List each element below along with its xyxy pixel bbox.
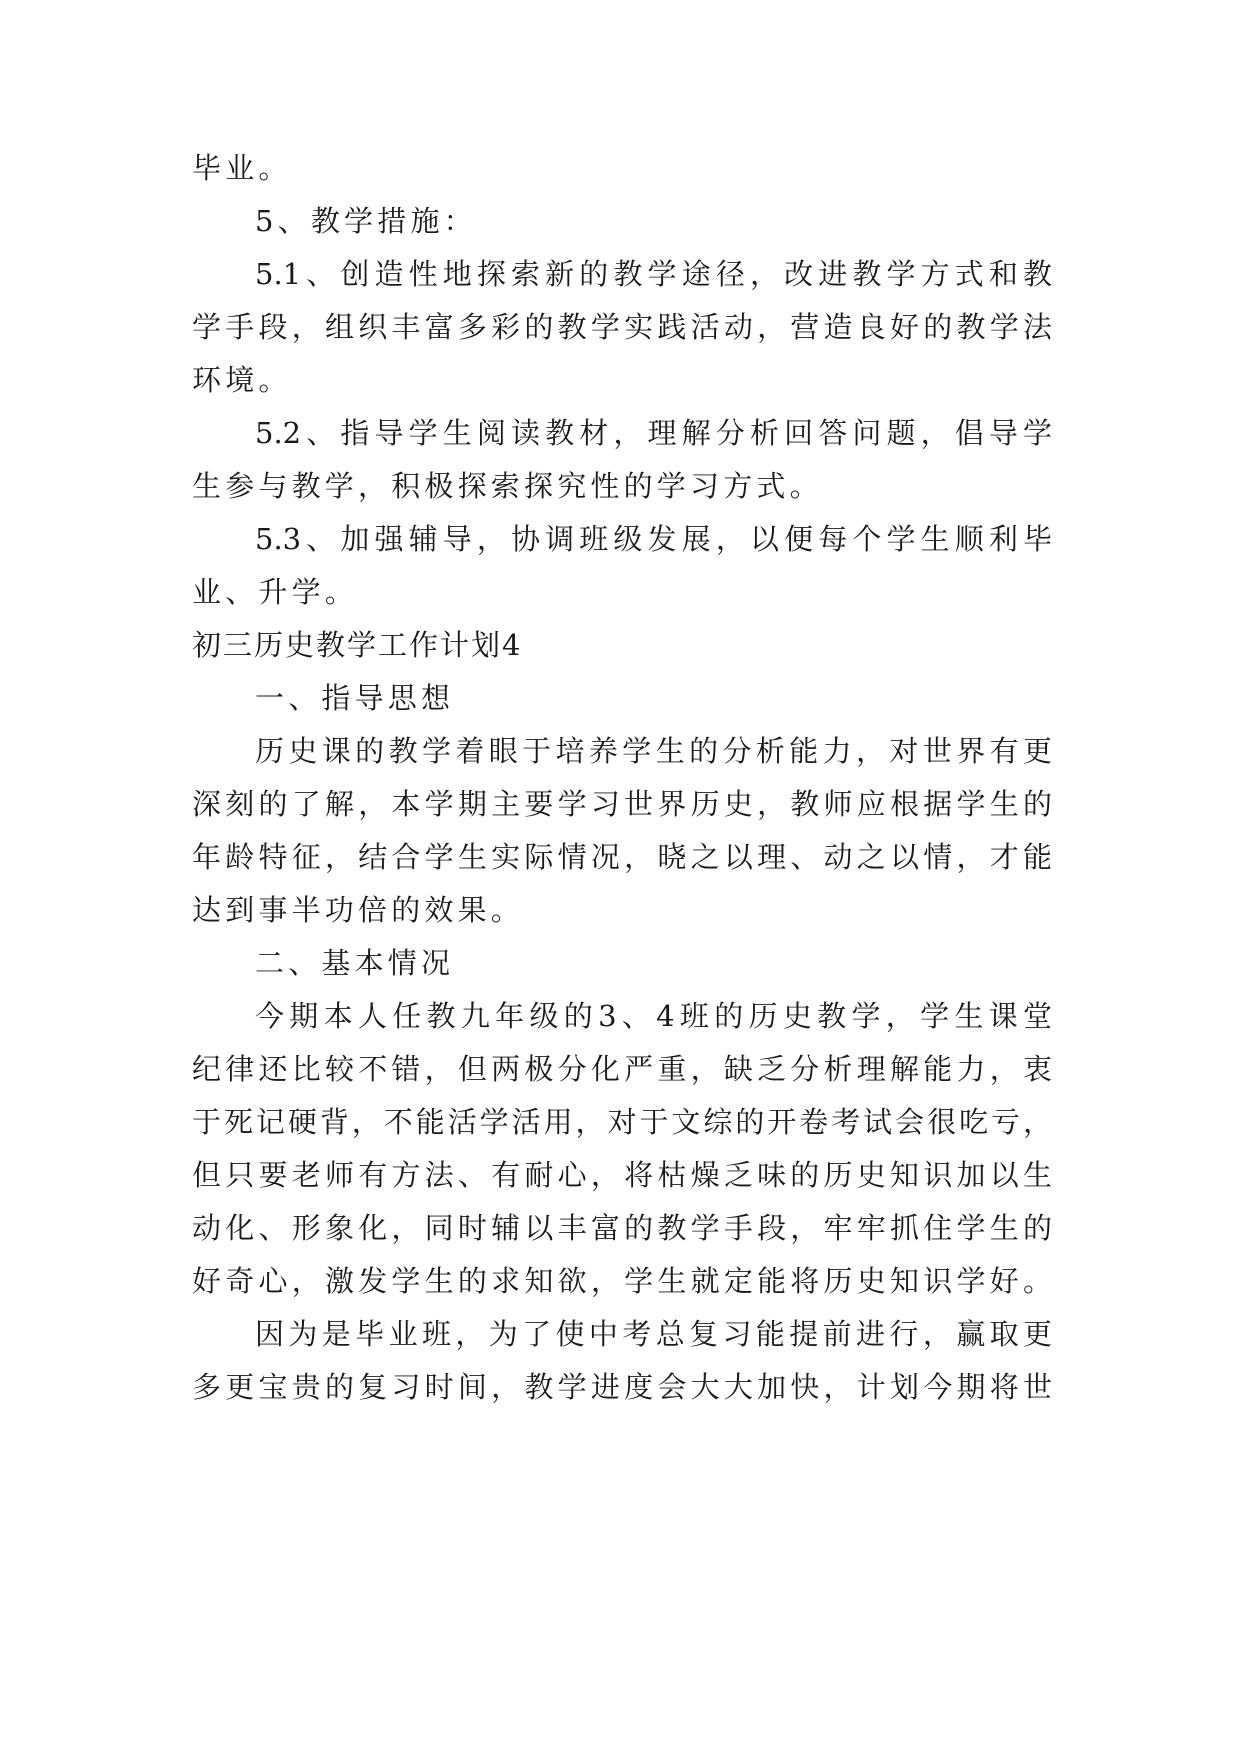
paragraph-line: 今期本人任教九年级的3、4班的历史教学，学生课堂 [255,999,1052,1033]
paragraph-line: 5.1、创造性地探索新的教学途径，改进教学方式和教 [255,257,1052,291]
paragraph-line: 动化、形象化，同时辅以丰富的教学手段，牢牢抓住学生的 [192,1211,1052,1245]
paragraph-line: 深刻的了解，本学期主要学习世界历史，教师应根据学生的 [192,787,1052,821]
paragraph-line: 生参与教学，积极探索探究性的学习方式。 [192,469,823,503]
paragraph-line: 5.3、加强辅导，协调班级发展，以便每个学生顺利毕 [255,522,1052,556]
paragraph-line: 环境。 [192,363,292,397]
paragraph-line: 于死记硬背，不能活学活用，对于文综的开卷考试会很吃亏， [192,1105,1052,1139]
section-heading: 5、教学措施： [255,204,477,238]
paragraph-line: 好奇心，激发学生的求知欲，学生就定能将历史知识学好。 [192,1264,1052,1298]
section-heading: 一、指导思想 [255,681,455,715]
paragraph-line: 多更宝贵的复习时间，教学进度会大大加快，计划今期将世 [192,1370,1052,1404]
paragraph-line: 学手段，组织丰富多彩的教学实践活动，营造良好的教学法 [192,310,1052,344]
paragraph-line: 5.2、指导学生阅读教材，理解分析回答问题，倡导学 [255,416,1052,450]
paragraph-line: 纪律还比较不错，但两极分化严重，缺乏分析理解能力，衷 [192,1052,1052,1086]
document-title: 初三历史教学工作计划4 [192,628,523,662]
paragraph-line: 因为是毕业班，为了使中考总复习能提前进行，赢取更 [255,1317,1052,1351]
text-line: 毕业。 [192,151,292,185]
paragraph-line: 但只要老师有方法、有耐心，将枯燥乏味的历史知识加以生 [192,1158,1052,1192]
paragraph-line: 年龄特征，结合学生实际情况，晓之以理、动之以情，才能 [192,840,1052,874]
paragraph-line: 业、升学。 [192,575,359,609]
paragraph-line: 达到事半功倍的效果。 [192,893,525,927]
paragraph-line: 历史课的教学着眼于培养学生的分析能力，对世界有更 [255,734,1052,768]
section-heading: 二、基本情况 [255,946,455,980]
